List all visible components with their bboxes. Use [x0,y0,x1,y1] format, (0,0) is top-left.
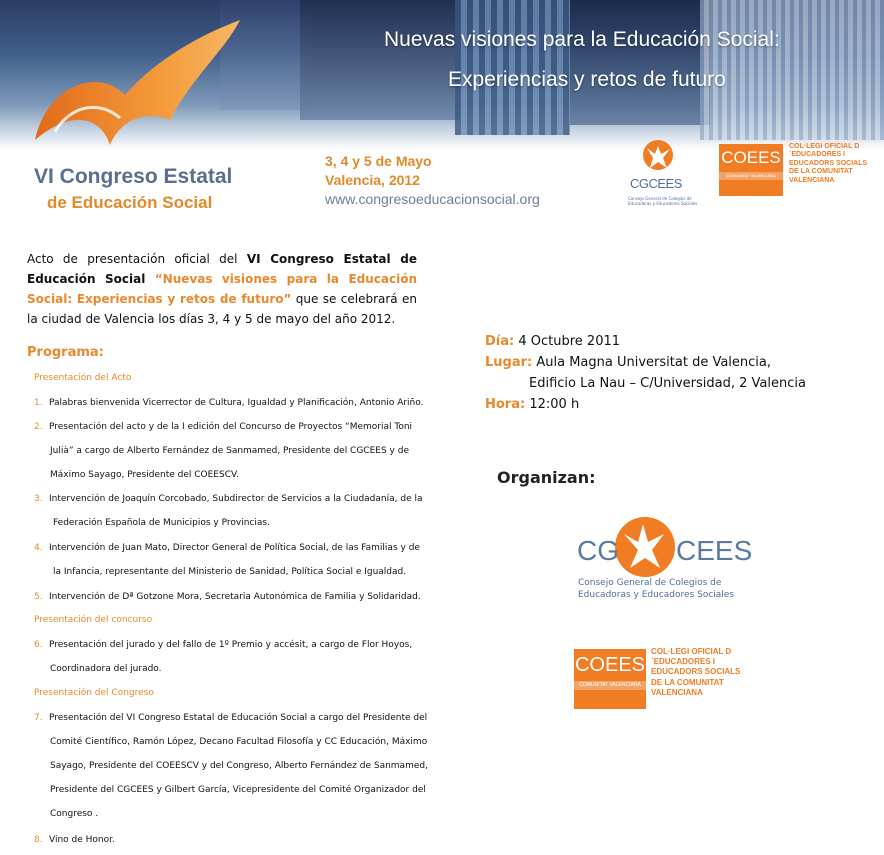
item-text: Federación Española de Municipios y Provincias. [53,518,270,528]
cgcees-logo-text: CEES [676,535,753,566]
item-number: 4. [34,543,43,553]
coees-logo-sub: COMUNITAT VALENCIANA [574,681,646,690]
intro-orange-text: “Nuevas visiones para la Educación Social: Experiencias y retos de futuro” [27,272,418,306]
program-item [34,536,430,584]
section-title: Presentación del Acto [34,373,132,383]
program-item [34,415,430,487]
item-text: Presentación del VI Congreso Estatal de Educación Social a cargo del Presidente del [49,713,428,723]
event-website-link[interactable]: www.congresoeducacionsocial.org [325,191,540,207]
coees-logo-description: COL·LEGI OFICIAL D´EDUCADORES I EDUCADORS SOCIALS DE LA COMUNITAT VALENCIANA [789,143,868,184]
event-city: Valencia, 2012 [325,172,420,188]
coees-logo-description: COL·LEGI OFICIAL D´EDUCADORES I EDUCADORS SOCIALS DE LA COMUNITAT VALENCIANA [651,647,741,697]
coees-logo-word: COEES [574,654,646,676]
intro-text: Acto de presentación oficial del [27,252,247,266]
item-number: 2. [34,422,43,432]
item-text: Intervención de Juan Mato, Director General de Política Social, de las Familias y de [49,543,420,553]
item-number: 8. [34,835,43,845]
building-image [300,0,460,120]
cgcees-logo-subtext [578,577,734,601]
program-item [34,487,430,535]
event-details [485,331,806,415]
lugar-label: Lugar: [485,355,533,370]
dia-label: Día: [485,334,515,349]
building-image [570,0,710,125]
cgcees-sub-line2: Educadoras y Educadores Sociales [578,590,735,600]
hora-value: 12:00 h [529,397,580,412]
programa-heading: Programa: [27,345,104,360]
item-text: Intervención de Dª Gotzone Mora, Secretaria Autonómica de Familia y Solidaridad. [49,592,421,602]
item-text: Sayago, Presidente del COEESCV y del Congreso, Alberto Fernández de Sanmamed, [50,761,428,771]
item-number: 1. [34,398,43,408]
item-text: Intervención de Joaquín Corcobado, Subdirector de Servicios a la Ciudadanía, de la [49,494,423,504]
item-text: Máximo Sayago, Presidente del COEESCV. [50,470,239,480]
banner-title-line1: Nuevas visiones para la Educación Social: [384,28,780,51]
congress-subtitle: de Educación Social [47,193,213,212]
item-text: la Infancia, representante del Ministerio de Sanidad, Política Social e Igualdad. [53,567,407,577]
intro-paragraph [27,249,417,329]
item-text: Presentación del acto y de la I edición del Concurso de Proyectos “Memorial Toni [49,422,413,432]
item-text: Presidente del CGCEES y Gilbert García, Vicepresidente del Comité Organizador del [50,785,426,795]
dia-value: 4 Octubre 2011 [518,334,621,349]
item-text: Coordinadora del jurado. [50,664,162,674]
program-item [34,633,430,681]
lugar-value-line2: Edificio La Nau – C/Universidad, 2 Valencia [529,376,806,391]
item-number: 6. [34,640,43,650]
congress-title: VI Congreso Estatal [34,165,233,188]
hora-label: Hora: [485,397,526,412]
item-number: 3. [34,494,43,504]
cgcees-logo-subtext: Consejo General de Colegios de Educadoras y Educadores Sociales [628,196,698,206]
event-dates: 3, 4 y 5 de Mayo [325,153,432,169]
item-text: Congreso . [50,809,99,819]
program-item [34,391,430,415]
organizan-heading: Organizan: [497,468,596,487]
intro-bold-text: VI Congreso Estatal de Educación Social [27,252,418,286]
orange-wing-logo [25,20,265,170]
item-text: Presentación del jurado y del fallo de 1º Premio y accésit, a cargo de Flor Hoyos, [49,640,413,650]
building-image [700,0,884,140]
program-item [34,585,430,609]
coees-logo [574,649,646,709]
banner-title-line2: Experiencias y retos de futuro [448,68,726,91]
coees-logo-word: COEES [721,148,781,167]
item-number: 7. [34,713,43,723]
item-text: Palabras bienvenida Vicerrector de Cultura, Igualdad y Planificación, Antonio Ariño. [49,398,424,408]
intro-text-end: que se celebrará en la ciudad de Valencia los días 3, 4 y 5 de mayo del año 2012. [27,292,418,326]
program-item [34,706,430,826]
cgcees-logo-text: CG [577,535,619,566]
coees-logo-sub: COMUNITAT VALENCIANA [719,172,783,180]
program-item [34,828,430,852]
item-text: Vino de Honor. [49,835,115,845]
item-text: Julià” a cargo de Alberto Fernández de Sanmamed, Presidente del CGCEES y de [50,446,409,456]
section-title: Presentación del concurso [34,615,153,625]
cgcees-sub-line1: Consejo General de Colegios de [578,578,722,588]
section-title: Presentación del Congreso [34,688,154,698]
cgcees-figure-icon [610,512,680,582]
lugar-value: Aula Magna Universitat de Valencia, [536,355,772,370]
cgcees-logo-text: CGCEES [630,176,682,191]
item-number: 5. [34,592,43,602]
coees-logo [719,144,783,196]
item-text: Comité Científico, Ramón López, Decano Facultad Filosofía y CC Educación, Máximo [50,737,428,747]
